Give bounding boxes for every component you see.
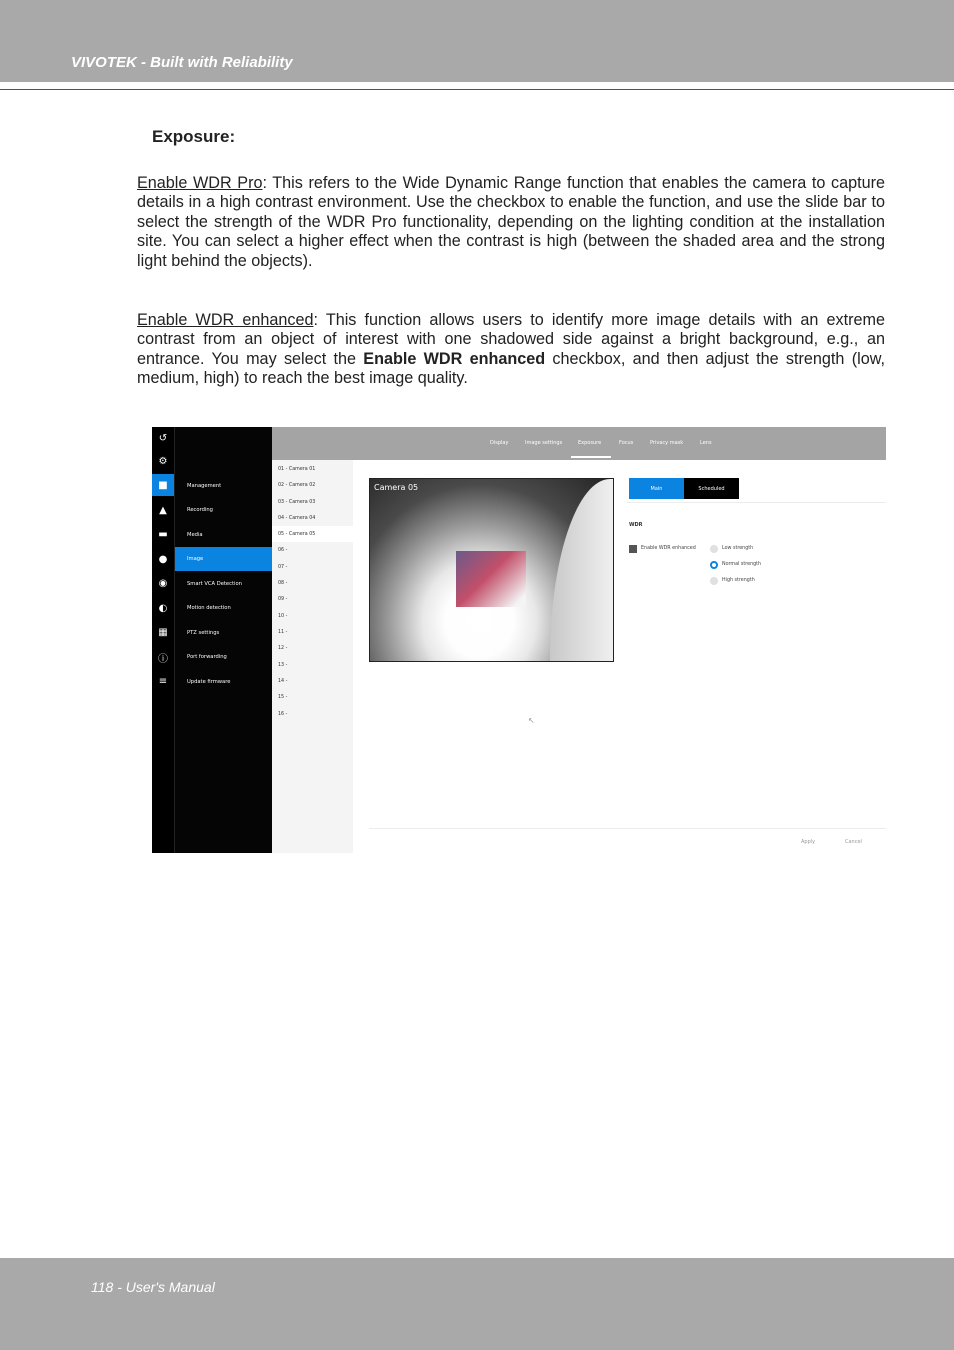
camera-preview: [369, 478, 614, 662]
tab-focus[interactable]: Focus: [619, 440, 634, 446]
paragraph-wdr-enhanced: [137, 311, 885, 389]
tab-lens[interactable]: Lens: [700, 440, 712, 446]
camera-item[interactable]: 04 - Camera 04: [278, 515, 316, 521]
globe-icon[interactable]: ◐: [158, 602, 168, 614]
camera-item[interactable]: 13 -: [278, 662, 288, 668]
radio-normal-label: Normal strength: [722, 562, 762, 567]
header-divider: [0, 89, 954, 90]
menu-item-ptz-settings[interactable]: PTZ settings: [187, 630, 220, 636]
menu-item-media[interactable]: Media: [187, 532, 203, 538]
camera-list: [272, 460, 353, 853]
radio-high-label: High strength: [722, 578, 755, 583]
wdr-pro-text: : This refers to the Wide Dynamic Range function that enables the camera to capture details in a high contrast environment. Use the checkbox to enable the function, and use the slide bar to select the strength of the WDR Pro functionality, depending on the lighting condition at the installation site. You can select a higher effect when the contrast is high (between the shaded area and the strong light behind the objects).: [137, 174, 886, 270]
paragraph-wdr-pro: [137, 174, 885, 271]
camera-item[interactable]: 14 -: [278, 678, 288, 684]
grid-icon[interactable]: ▦: [158, 626, 168, 638]
active-tab-indicator: [571, 456, 611, 458]
radio-high-strength[interactable]: [710, 577, 718, 585]
radio-low-strength[interactable]: [710, 545, 718, 553]
preview-sign: [456, 551, 526, 607]
wdr-enhanced-text-1: : This function allows users to identify more image details with an extreme contrast from an object of interest with one shadowed side against a bright background, e.g., an entrance. You may select the: [137, 311, 886, 368]
camera-item[interactable]: 07 -: [278, 564, 288, 570]
camera-item[interactable]: 02 - Camera 02: [278, 482, 316, 488]
camera-item[interactable]: 16 -: [278, 711, 288, 717]
tab-privacy-mask[interactable]: Privacy mask: [650, 440, 684, 446]
preview-label: Camera 05: [374, 483, 419, 492]
wdr-enhanced-checkbox[interactable]: [629, 545, 637, 553]
info-icon[interactable]: ⓘ: [158, 653, 168, 665]
radio-normal-strength[interactable]: [710, 561, 718, 569]
camera-item[interactable]: 08 -: [278, 580, 288, 586]
logout-icon[interactable]: ↺: [158, 432, 168, 444]
wdr-enhanced-label: Enable WDR enhanced: [641, 546, 696, 551]
user-icon[interactable]: ●: [158, 553, 168, 565]
wdr-enhanced-bold: Enable WDR enhanced: [363, 349, 546, 368]
mouse-cursor-icon: ↖: [528, 716, 535, 725]
gear-icon[interactable]: ⚙: [158, 455, 168, 467]
icon-bar: [152, 427, 174, 853]
camera-item[interactable]: 01 - Camera 01: [278, 466, 316, 472]
apply-button[interactable]: Apply: [801, 839, 816, 845]
page-number: 118 - User's Manual: [91, 1279, 215, 1295]
term-wdr-enhanced: Enable WDR enhanced: [137, 311, 314, 329]
menu-item-update-firmware[interactable]: Update firmware: [187, 679, 231, 685]
camera-item[interactable]: 03 - Camera 03: [278, 499, 316, 505]
sidebar-menu: [174, 427, 273, 853]
page-header: [0, 0, 954, 82]
menu-item-recording[interactable]: Recording: [187, 507, 213, 513]
tab-image-settings[interactable]: Image settings: [525, 440, 563, 446]
camera-item[interactable]: 06 -: [278, 547, 288, 553]
camera-item[interactable]: 09 -: [278, 596, 288, 602]
ui-screenshot: [152, 427, 886, 853]
menu-item-smart-vca[interactable]: Smart VCA Detection: [187, 581, 242, 587]
bell-icon[interactable]: ▲: [159, 504, 167, 516]
mode-main-button[interactable]: Main: [629, 478, 684, 499]
wdr-enhanced-text-2: checkbox, and then adjust the strength (low, medium, high) to reach the best image quality.: [137, 349, 885, 388]
menu-item-image[interactable]: Image: [175, 547, 273, 571]
divider: [627, 502, 886, 503]
camera-item[interactable]: 12 -: [278, 645, 288, 651]
database-icon[interactable]: ◉: [158, 577, 168, 589]
camera-item[interactable]: 15 -: [278, 694, 288, 700]
menu-item-port-forwarding[interactable]: Port forwarding: [187, 654, 227, 660]
cancel-button[interactable]: Cancel: [845, 839, 862, 845]
camera-item[interactable]: 11 -: [278, 629, 288, 635]
menu-item-management[interactable]: Management: [187, 483, 222, 489]
radio-low-label: Low strength: [722, 546, 754, 551]
page-footer: [0, 1258, 954, 1350]
divider: [369, 828, 886, 829]
camera-icon[interactable]: ■: [152, 474, 174, 496]
tab-bar: [272, 427, 886, 460]
mode-scheduled-button[interactable]: Scheduled: [684, 478, 739, 499]
wdr-heading: WDR: [629, 522, 643, 528]
tools-icon[interactable]: ≡: [158, 675, 168, 687]
tab-display[interactable]: Display: [490, 440, 509, 446]
camera-item[interactable]: 10 -: [278, 613, 288, 619]
menu-item-motion-detection[interactable]: Motion detection: [187, 605, 231, 611]
camera-item-selected[interactable]: 05 - Camera 05: [272, 526, 353, 542]
term-wdr-pro: Enable WDR Pro: [137, 174, 263, 192]
header-title: VIVOTEK - Built with Reliability: [71, 54, 293, 71]
tab-exposure[interactable]: Exposure: [578, 440, 602, 446]
section-title: Exposure:: [152, 127, 236, 146]
monitor-icon[interactable]: ▬: [158, 528, 168, 540]
